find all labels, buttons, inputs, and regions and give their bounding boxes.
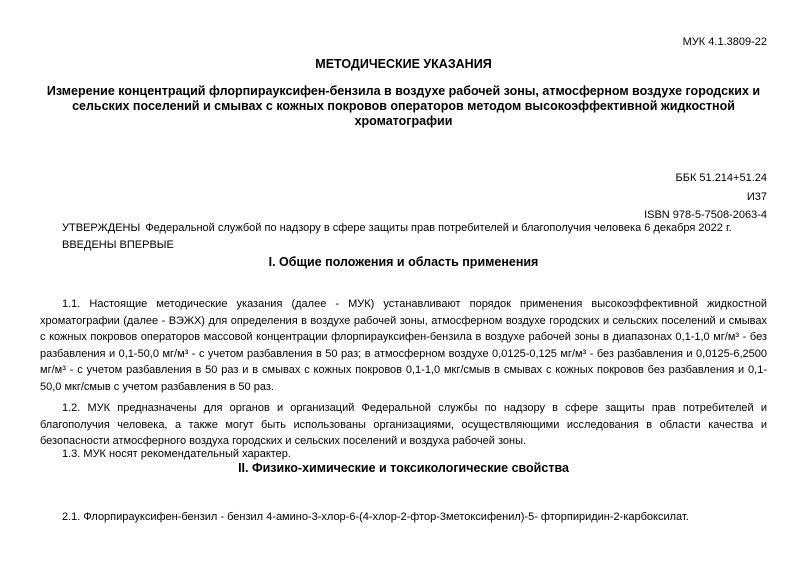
approval-statement: [62, 222, 732, 234]
section-2-heading: II. Физико-химические и токсикологические свойства: [238, 461, 569, 475]
document-type-title: МЕТОДИЧЕСКИЕ УКАЗАНИЯ: [315, 57, 492, 71]
paragraph-1-2: 1.2. МУК предназначены для органов и организаций Федеральной службы по надзору в сфере защиты прав потребителей и благополучия человека, а также могут быть использованы организациями, осуществляющими исследования в области качества и безопасности атмосферного воздуха городских и сельских поселений и воздуха рабочей зоны.: [40, 402, 767, 447]
paragraph-2-1: 2.1. Флорпирауксифен-бензил - бензил 4-амино-3-хлор-6-(4-хлор-2-фтор-3метоксифенил)-5- фторпиридин-2-карбоксилат.: [62, 511, 689, 523]
library-index: И37: [746, 191, 767, 203]
paragraph-1-3: 1.3. МУК носят рекомендательный характер.: [62, 448, 291, 460]
isbn: ISBN 978-5-7508-2063-4: [644, 209, 767, 221]
section-1-heading: I. Общие положения и область применения: [268, 255, 539, 269]
approved-text: Федеральной службой по надзору в сфере защиты прав потребителей и благополучия человека 6 декабря 2022 г.: [145, 222, 732, 234]
bbk-code: ББК 51.214+51.24: [675, 172, 767, 184]
introduced-statement: ВВЕДЕНЫ ВПЕРВЫЕ: [62, 239, 174, 251]
document-code: МУК 4.1.3809-22: [682, 36, 767, 48]
approved-label: УТВЕРЖДЕНЫ: [62, 222, 141, 234]
document-subtitle: Измерение концентраций флорпирауксифен-бензила в воздухе рабочей зоны, атмосферном воздухе городских и сельских поселений и смывах с кожных покровов операторов методом высокоэффективной жидкостной хроматографии: [46, 84, 761, 128]
paragraph-1-1: 1.1. Настоящие методические указания (далее - МУК) устанавливают порядок применения высокоэффективной жидкостной хроматографии (далее - ВЭЖХ) для определения в воздухе рабочей зоны, атмосферном воздухе городских и сельских поселений и смывах с кожных покровов операторов массовой концентрации флорпирауксифен-бензила в воздухе рабочей зоны в диапазонах 0,1-1,0 мг/м³ - без разбавления и 0,1-50,0 мг/м³ - с учетом разбавления в 50 раз; в атмосферном воздухе 0,0125-0,125 мг/м³ - без разбавления и 0,0125-6,2500 мг/м³ - с учетом разбавления в 50 раз и в смывах с кожных покровов 0,1-1,0 мкг/смыв в смывах с кожных покровов без разбавления и 0,1-50,0 мкг/смыв с учетом разбавления в 50 раз.: [40, 298, 767, 393]
